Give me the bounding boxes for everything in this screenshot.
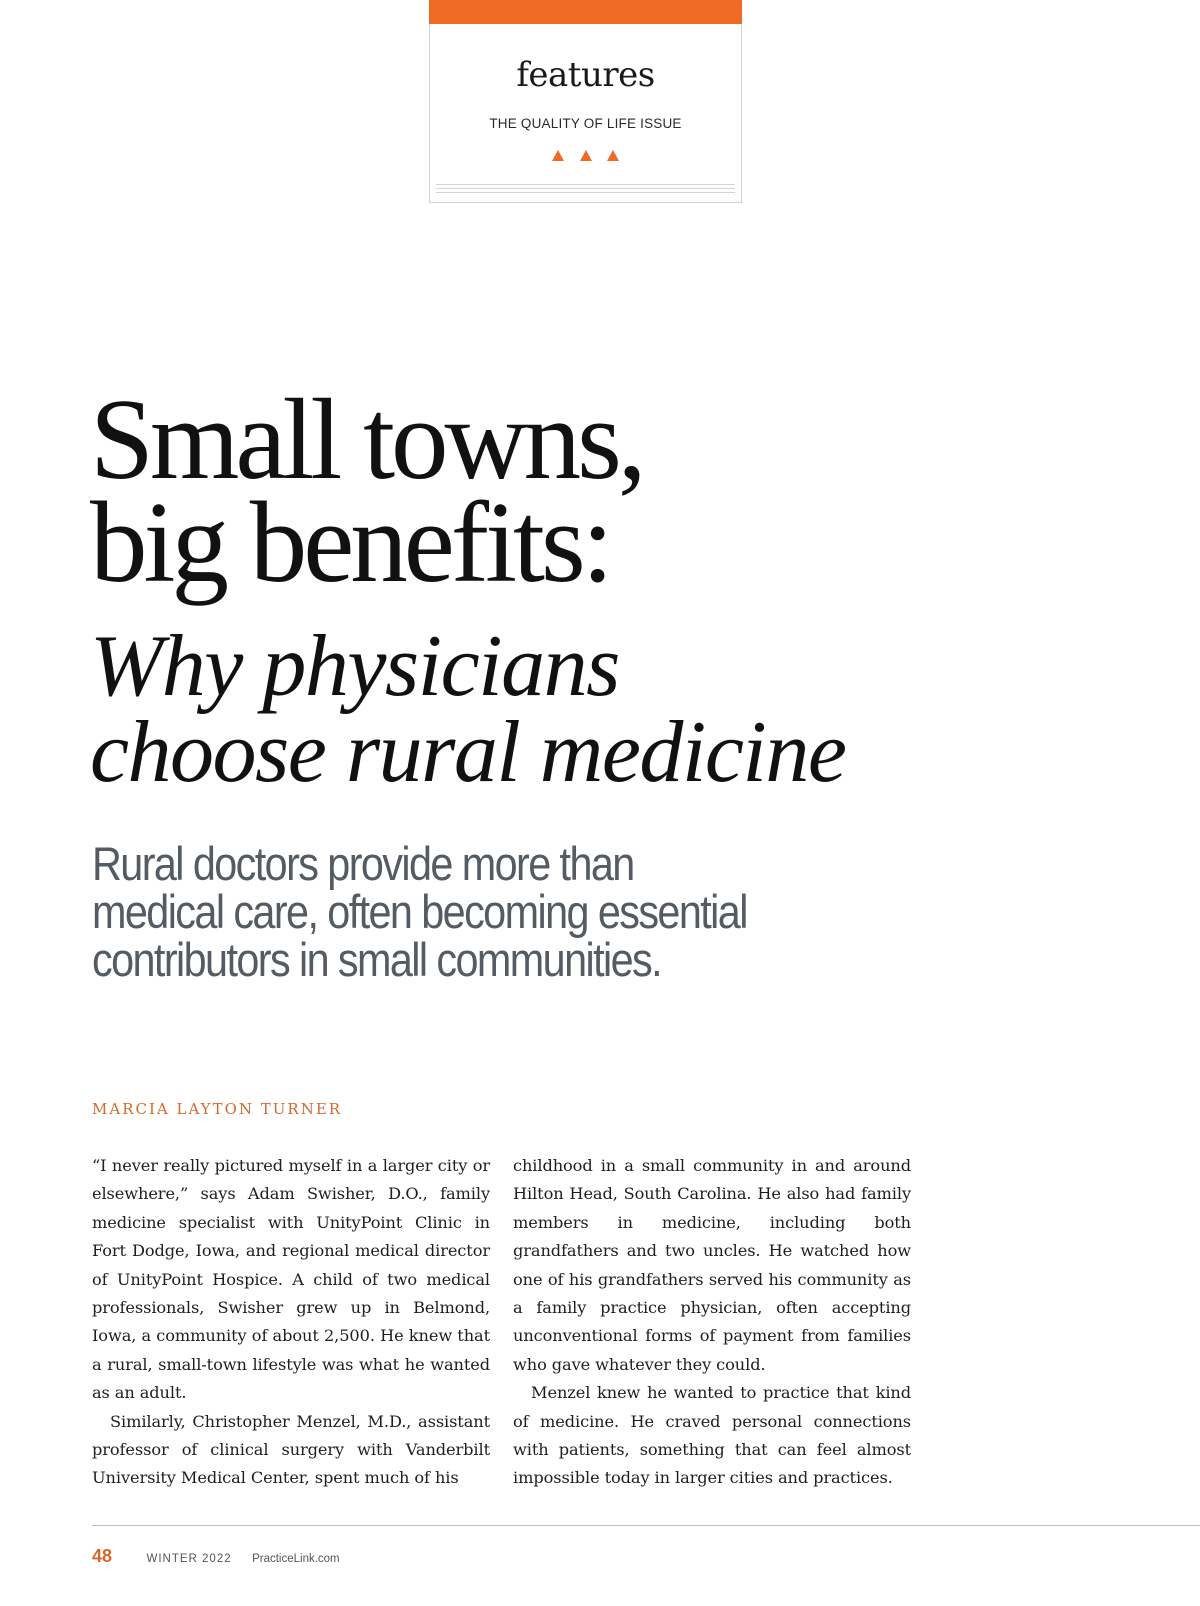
section-header [429,0,742,203]
section-accent-bar [429,0,742,24]
body-column-2 [513,1152,911,1493]
dek-line-1: Rural doctors provide more than [92,837,634,890]
section-subtitle: THE QUALITY OF LIFE ISSUE [489,116,682,131]
triangle-icon [552,150,564,161]
headline-line-1: Small towns, [90,376,643,503]
article-dek [92,837,796,986]
article-subhead [90,618,846,801]
site-link[interactable]: PracticeLink.com [252,1553,340,1565]
footer-divider [92,1525,1200,1526]
body-column-1 [92,1152,490,1493]
dek-line-3: contributors in small communities. [92,933,662,986]
headline-line-2: big benefits: [90,479,610,606]
article-headline [90,376,643,606]
triangle-icon [607,150,619,161]
subhead-line-1: Why physicians [90,618,619,715]
subhead-line-2: choose rural medicine [90,704,846,801]
paragraph: childhood in a small community in and around Hilton Head, South Carolina. He also had family members in medicine, including both grandfathers and two uncles. He watched how one of his grandfathers served his community as a family practice physician, often accepting unconventional forms of payment from families who gave whatever they could. [513,1156,911,1374]
paragraph: Similarly, Christopher Menzel, M.D., assistant professor of clinical surgery with Vanderbilt University Medical Center, spent much of his [92,1411,490,1488]
dek-line-2: medical care, often becoming essential [92,885,747,938]
page-footer [92,1546,340,1567]
issue-label: WINTER 2022 [146,1553,232,1565]
section-title: features [516,55,655,95]
paragraph: Menzel knew he wanted to practice that kind of medicine. He craved personal connections with patients, something that can feel almost impossible today in larger cities and practices. [513,1383,911,1488]
paragraph: “I never really pictured myself in a larger city or elsewhere,” says Adam Swisher, D.O., family medicine specialist with UnityPoint Clinic in Fort Dodge, Iowa, and regional medical director of UnityPoint Hospice. A child of two medical professionals, Swisher grew up in Belmond, Iowa, a community of about 2,500. He knew that a rural, small-town lifestyle was what he wanted as an adult. [92,1156,490,1403]
decorative-rules [436,184,735,196]
author-byline: MARCIA LAYTON TURNER [92,1100,343,1118]
page-number: 48 [92,1546,113,1566]
triangle-ornament [430,150,741,164]
triangle-icon [580,150,592,161]
